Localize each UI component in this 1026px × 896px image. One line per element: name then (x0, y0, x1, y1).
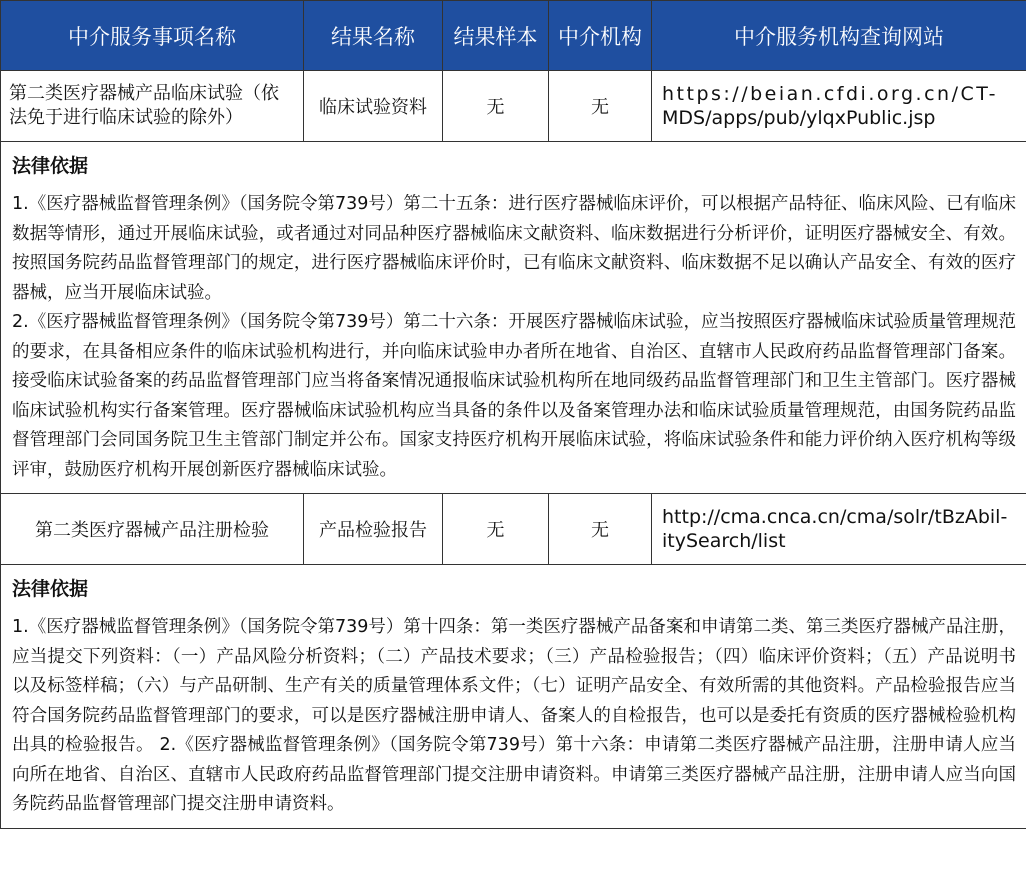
header-query-website: 中介服务机构查询网站 (652, 1, 1026, 71)
header-service-item: 中介服务事项名称 (1, 1, 304, 71)
header-result-sample: 结果样本 (443, 1, 549, 71)
result-name: 产品检验报告 (304, 494, 443, 565)
query-website-link[interactable] (652, 494, 1026, 565)
legal-basis-row (1, 565, 1026, 829)
legal-basis-cell (1, 565, 1026, 829)
url-line-1[interactable]: https://beian.cfdi.org.cn/CT- (662, 83, 998, 105)
result-sample: 无 (443, 71, 549, 142)
url-line-1[interactable]: http://cma.cnca.cn/cma/solr/tBzAbil- (662, 506, 1008, 528)
legal-basis-title: 法律依据 (12, 155, 89, 177)
url-line-2[interactable]: MDS/apps/pub/ylqxPublic.jsp (662, 107, 936, 129)
legal-paragraph: 1.《医疗器械监督管理条例》（国务院令第739号）第十四条：第一类医疗器械产品备案和申请第二类、第三类医疗器械产品注册，应当提交下列资料：（一）产品风险分析资料；（二）产品技术要求；（三）产品检验报告；（四）临床评价资料；（五）产品说明书以及标签样稿；（六）与产品研制、生产有关的质量管理体系文件；（七）证明产品安全、有效所需的其他资料。产品检验报告应当符合国务院药品监督管理部门的要求，可以是医疗器械注册申请人、备案人的自检报告，也可以是委托有资质的医疗器械检验机构出具的检验报告。 2.《医疗器械监督管理条例》（国务院令第739号）第十六条：申请第二类医疗器械产品注册，注册申请人应当向所在地省、自治区、直辖市人民政府药品监督管理部门提交注册申请资料。申请第三类医疗器械产品注册，注册申请人应当向国务院药品监督管理部门提交注册申请资料。 (12, 617, 1016, 814)
agency: 无 (549, 494, 652, 565)
service-item-name: 第二类医疗器械产品注册检验 (1, 494, 304, 565)
legal-paragraph: 2.《医疗器械监督管理条例》（国务院令第739号）第二十六条：开展医疗器械临床试验，应当按照医疗器械临床试验质量管理规范的要求，在具备相应条件的临床试验机构进行，并向临床试验申办者所在地省、自治区、直辖市人民政府药品监督管理部门备案。接受临床试验备案的药品监督管理部门应当将备案情况通报临床试验机构所在地同级药品监督管理部门和卫生主管部门。医疗器械临床试验机构实行备案管理。医疗器械临床试验机构应当具备的条件以及备案管理办法和临床试验质量管理规范，由国务院药品监督管理部门会同国务院卫生主管部门制定并公布。国家支持医疗机构开展临床试验，将临床试验条件和能力评价纳入医疗机构等级评审，鼓励医疗机构开展创新医疗器械临床试验。 (12, 312, 1016, 480)
table-header-row (1, 1, 1026, 71)
table-row (1, 71, 1026, 142)
legal-basis-text (12, 613, 1016, 820)
result-name: 临床试验资料 (304, 71, 443, 142)
header-agency: 中介机构 (549, 1, 652, 71)
legal-paragraph: 1.《医疗器械监督管理条例》（国务院令第739号）第二十五条：进行医疗器械临床评价，可以根据产品特征、临床风险、已有临床数据等情形，通过开展临床试验，或者通过对同品种医疗器械临床文献资料、临床数据进行分析评价，证明医疗器械安全、有效。按照国务院药品监督管理部门的规定，进行医疗器械临床评价时，已有临床文献资料、临床数据不足以确认产品安全、有效的医疗器械，应当开展临床试验。 (12, 194, 1016, 303)
url-line-2[interactable]: itySearch/list (662, 530, 786, 552)
service-item-name: 第二类医疗器械产品临床试验（依法免于进行临床试验的除外） (1, 71, 304, 142)
agency: 无 (549, 71, 652, 142)
query-website-link[interactable] (652, 71, 1026, 142)
legal-basis-row (1, 142, 1026, 494)
header-result-name: 结果名称 (304, 1, 443, 71)
legal-basis-title: 法律依据 (12, 578, 89, 600)
legal-basis-cell (1, 142, 1026, 494)
legal-basis-text (12, 190, 1016, 485)
table-row (1, 494, 1026, 565)
result-sample: 无 (443, 494, 549, 565)
